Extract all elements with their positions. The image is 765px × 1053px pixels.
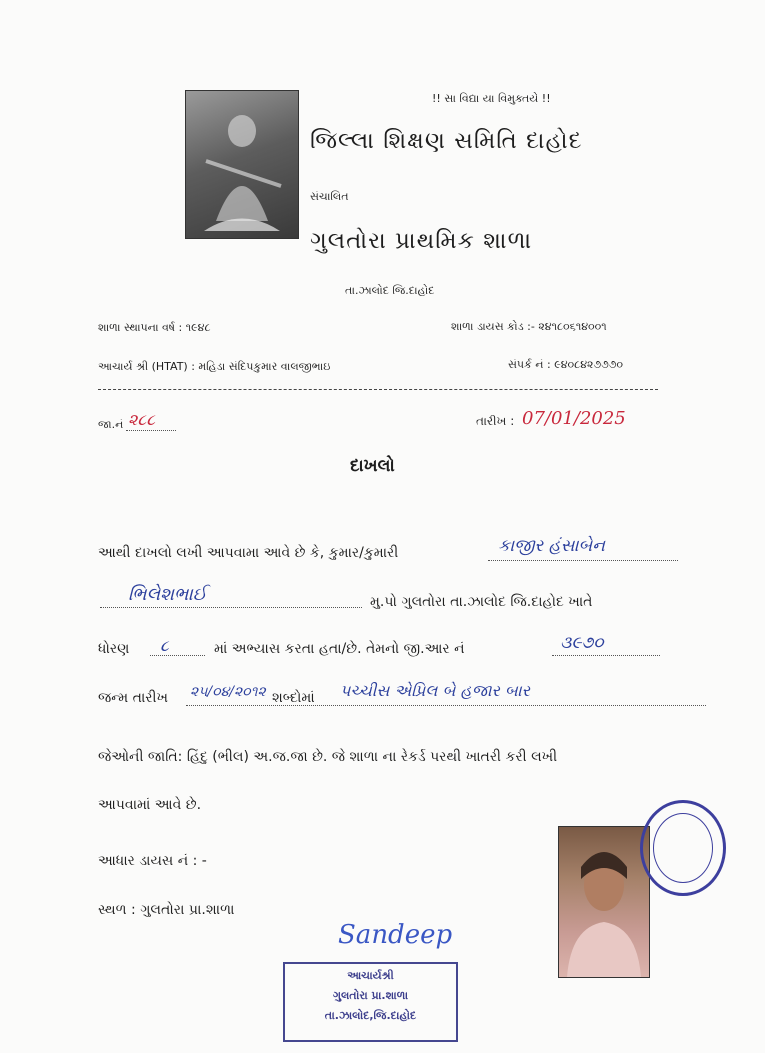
jano-label: જા.નં: [98, 418, 124, 431]
saraswati-image: [185, 90, 299, 239]
contact-number: સંપર્ક નં : ૯૪૦૮૪૨૭૭૭૦: [508, 358, 624, 371]
std-underline: [150, 655, 205, 656]
place: સ્થળ : ગુલતોરા પ્રા.શાળા: [98, 902, 235, 918]
principal-stamp: [283, 962, 458, 1042]
principal-name: આચાર્ય શ્રી (HTAT) : મહિડા સંદિપકુમાર વાલજીભાઇ: [98, 360, 331, 373]
body-line-3: માં અભ્યાસ કરતા હતા/છે. તેમનો જી.આર નં: [214, 641, 465, 657]
father-underline: [100, 607, 362, 608]
district-title: જિલ્લા શિક્ષણ સમિતિ દાહોદ: [310, 128, 583, 154]
document-title: દાખલો: [350, 456, 395, 476]
dob-value: ૨૫/૦૪/૨૦૧૨: [190, 684, 266, 700]
body-line-2: મુ.પો ગુલતોરા તા.ઝાલોદ જિ.દાહોદ ખાતે: [370, 594, 593, 610]
motto: !! સા વિદ્યા યા વિમુક્તયે !!: [432, 92, 551, 105]
school-title: ગુલતોરા પ્રાથમિક શાળા: [310, 228, 533, 254]
body-line-6: આપવામાં આવે છે.: [98, 797, 202, 813]
name-underline: [488, 560, 678, 561]
principal-signature: Sandeep: [338, 920, 453, 950]
stamp-title: આચાર્યશ્રી: [347, 969, 394, 982]
dob-underline: [186, 705, 706, 706]
words-label: શબ્દોમાં: [272, 690, 315, 706]
sanchalit-label: સંચાલિત: [310, 190, 349, 203]
gr-underline: [552, 655, 660, 656]
student-name: કાજીર હંસાબેન: [498, 536, 605, 556]
date-value: 07/01/2025: [522, 408, 626, 429]
aadhaar-dise: આધાર ડાયસ નં : -: [98, 853, 207, 869]
round-school-stamp: [640, 800, 726, 896]
standard-value: ૮: [160, 636, 169, 655]
dob-label: જન્મ તારીખ: [98, 690, 169, 706]
established-year: શાળા સ્થાપના વર્ષ : ૧૯૪૮: [98, 321, 211, 334]
std-label: ધોરણ: [98, 641, 130, 657]
dise-code: શાળા ડાયસ કોડ :- ૨૪૧૮૦૬૧૪૦૦૧: [451, 320, 607, 333]
father-name: ભિલેશભાઈ: [128, 584, 207, 605]
separator-line: [98, 389, 658, 390]
body-line-1: આથી દાખલો લખી આપવામા આવે છે કે, કુમાર/કુમારી: [98, 545, 399, 561]
student-photo: [558, 826, 650, 978]
jano-underline: [126, 430, 176, 431]
body-line-5: જેઓની જાતિ: હિંદુ (ભીલ) અ.જ.જા છે. જે શાળા ના રેકર્ડ પરથી ખાતરી કરી લખી: [98, 749, 558, 765]
dob-words: પચ્ચીસ એપ્રિલ બે હજાર બાર: [340, 681, 530, 700]
stamp-address: તા.ઝાલોદ,જિ.દાહોદ: [324, 1008, 417, 1022]
school-address: તા.ઝાલોદ જિ.દાહોદ: [345, 284, 435, 297]
date-label: તારીખ :: [476, 414, 515, 428]
jano-value: ૨૮૮: [128, 410, 155, 429]
stamp-school: ગુલતોરા પ્રા.શાળા: [332, 988, 409, 1002]
gr-number: ૩૯૭૦: [560, 633, 604, 653]
